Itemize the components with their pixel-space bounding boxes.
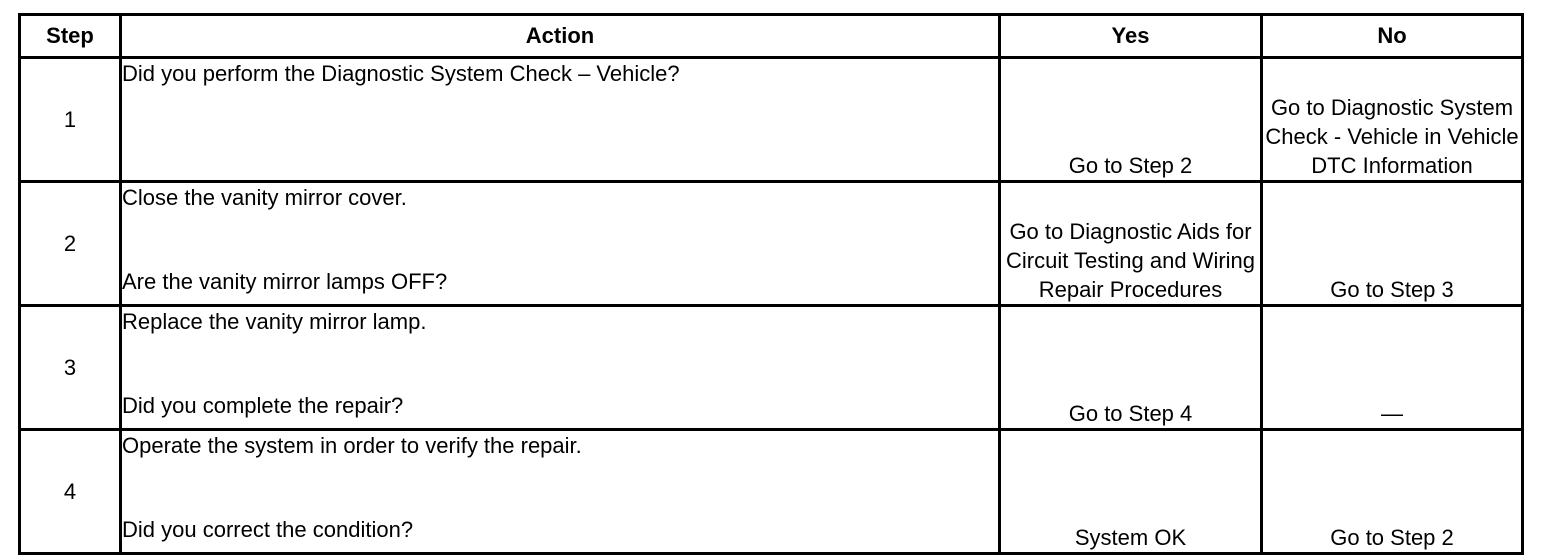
- action-question: Did you perform the Diagnostic System Check – Vehicle?: [122, 61, 680, 86]
- header-row: [20, 15, 1523, 58]
- table-row: [20, 430, 1523, 554]
- action-instruction: Replace the vanity mirror lamp.: [122, 309, 427, 334]
- no-cell: [1262, 306, 1523, 430]
- yes-cell: [1000, 306, 1262, 430]
- action-instruction: Operate the system in order to verify the repair.: [122, 433, 582, 458]
- step-number: 4: [20, 430, 121, 554]
- yes-result: Go to Step 4: [1068, 401, 1193, 426]
- action-question: Did you correct the condition?: [122, 517, 414, 542]
- header-yes: Yes: [1000, 15, 1262, 58]
- yes-cell: [1000, 58, 1262, 182]
- action-question: Are the vanity mirror lamps OFF?: [122, 269, 448, 294]
- yes-result: Go to Step 2: [1068, 153, 1193, 178]
- header-step: Step: [20, 15, 121, 58]
- table-row: [20, 182, 1523, 306]
- diagnostic-table: [18, 13, 1524, 555]
- action-cell: [121, 182, 1000, 306]
- step-number: 3: [20, 306, 121, 430]
- step-number: 1: [20, 58, 121, 182]
- no-result: Go to Diagnostic System Check - Vehicle in Vehicle DTC Information: [1265, 95, 1519, 178]
- no-cell: [1262, 58, 1523, 182]
- no-cell: [1262, 182, 1523, 306]
- action-cell: [121, 306, 1000, 430]
- yes-result: Go to Diagnostic Aids for Circuit Testing and Wiring Repair Procedures: [1005, 219, 1256, 302]
- header-no: No: [1262, 15, 1523, 58]
- action-instruction: Close the vanity mirror cover.: [122, 185, 407, 210]
- action-cell: [121, 430, 1000, 554]
- yes-cell: [1000, 430, 1262, 554]
- yes-result: System OK: [1074, 525, 1187, 550]
- no-result: Go to Step 3: [1330, 277, 1454, 302]
- no-result: —: [1381, 401, 1403, 426]
- yes-cell: [1000, 182, 1262, 306]
- action-question: Did you complete the repair?: [122, 393, 404, 418]
- header-action: Action: [121, 15, 1000, 58]
- action-cell: [121, 58, 1000, 182]
- no-result: Go to Step 2: [1330, 525, 1454, 550]
- step-number: 2: [20, 182, 121, 306]
- table-row: [20, 306, 1523, 430]
- table-row: [20, 58, 1523, 182]
- no-cell: [1262, 430, 1523, 554]
